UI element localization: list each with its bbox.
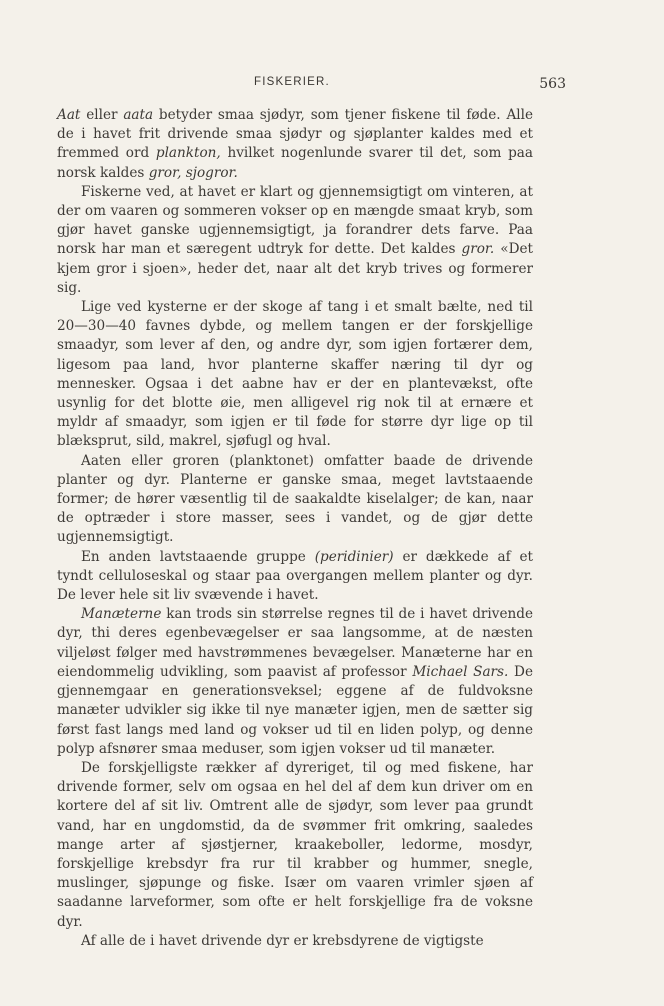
page-number: 563 bbox=[539, 76, 566, 92]
paragraph bbox=[57, 932, 533, 951]
paragraph bbox=[57, 106, 533, 183]
italic-term: gror. bbox=[461, 241, 495, 258]
text-run: eller bbox=[80, 107, 124, 123]
italic-term: Michael Sars. bbox=[412, 663, 509, 680]
paragraph bbox=[57, 298, 533, 452]
italic-term: aata bbox=[123, 107, 154, 123]
paragraph bbox=[57, 759, 533, 932]
italic-term: plankton, bbox=[155, 145, 221, 162]
body-text bbox=[57, 106, 533, 951]
text-run: Aaten eller groren (planktonet) omfatter baade de drivende planter og dyr. Planterne er ganske smaa, meget lavtstaaende former; de hører væsentlig til de saakaldte kiselalger; de kan, naar de optræder i store masser, sees i vandet, og de gjør dette ugjennemsigtigt. bbox=[57, 452, 533, 546]
text-run: Af alle de i havet drivende dyr er krebsdyrene de vigtigste bbox=[81, 932, 484, 949]
running-head: FISKERIER. bbox=[254, 76, 330, 88]
italic-term: gror, sjogror. bbox=[148, 164, 238, 181]
text-run: De forskjelligste rækker af dyreriget, til og med fiskene, har drivende former, selv om ogsaa en hel del af dem kun driver om en kortere del af sit liv. Omtrent alle de sjødyr, som lever paa grundt vand, har en ungdomstid, da de svømmer frit omkring, saaledes mange arter af sjøstjerner, kraakeboller, ledorme, mosdyr, forskjellige krebsdyr fra rur til krabber og hummer, snegle, muslinger, sjøpunge og fiske. Især om vaaren vrimler sjøen af saadanne larveformer, som ofte er helt forskjellige fra de voksne dyr. bbox=[57, 759, 533, 930]
paragraph bbox=[57, 452, 533, 548]
paragraph bbox=[57, 605, 533, 759]
text-run: er dækkede af et tyndt celluloseskal og staar paa overgangen mellem planter og dyr. De lever hele sit liv svævende i havet. bbox=[57, 548, 534, 604]
paragraph bbox=[57, 548, 533, 606]
italic-term: Manæterne bbox=[81, 606, 162, 623]
text-run: Lige ved kysterne er der skoge af tang i et smalt bælte, ned til 20—30—40 favnes dybde, og mellem tangen er der forskjellige smaadyr, som lever af den, og andre dyr, som igjen fortærer dem, ligesom paa land, hvor planterne skaffer næring til dyr og mennesker. Ogsaa i det aabne hav er der en plantevækst, ofte usynlig for det blotte øie, men alligevel rig nok til at ernære et myldr af smaadyr, som igjen er til føde for større dyr lige op til blæksprut, sild, makrel, sjøfugl og hval. bbox=[57, 299, 533, 450]
text-run: betyder smaa sjødyr, som tjener fiskene til føde. Alle de i havet frit drivende smaa sjødyr og sjøplanter kaldes med et fremmed ord bbox=[57, 107, 533, 162]
text-run: En anden lavtstaaende gruppe bbox=[81, 548, 315, 565]
italic-term: Aat bbox=[57, 107, 81, 123]
text-run: Fiskerne ved, at havet er klart og gjennemsigtigt om vinteren, at der om vaaren og sommeren vokser op en mængde smaat kryb, som gjør havet ganske ugjennemsigtigt, ja forandrer dets farve. Paa norsk har man et særegent udtryk for dette. Det kaldes bbox=[57, 183, 533, 258]
text-run: hvilket nogenlunde svarer til det, som paa norsk kaldes bbox=[57, 145, 533, 181]
text-run: De gjennemgaar en generationsveksel; eggene af de fuldvoksne manæter udvikler sig ikke til nye manæter igjen, men de sætter sig først fast langs med land og vokser ud til en liden polyp, og denne polyp afsnører smaa meduser, som igjen vokser ud til manæter. bbox=[57, 663, 533, 757]
text-run: kan trods sin størrelse regnes til de i havet drivende dyr, thi deres egenbevægelser er saa langsomme, at de næsten viljeløst følger med havstrømmenes bevægelser. Manæterne har en eiendommelig udvikling, som paavist af professor bbox=[57, 606, 533, 680]
page-header bbox=[0, 76, 664, 96]
text-run: «Det kjem gror i sjoen», heder det, naar alt det kryb trives og formerer sig. bbox=[57, 241, 533, 296]
paragraph bbox=[57, 183, 533, 298]
italic-term: (peridinier) bbox=[314, 548, 394, 565]
